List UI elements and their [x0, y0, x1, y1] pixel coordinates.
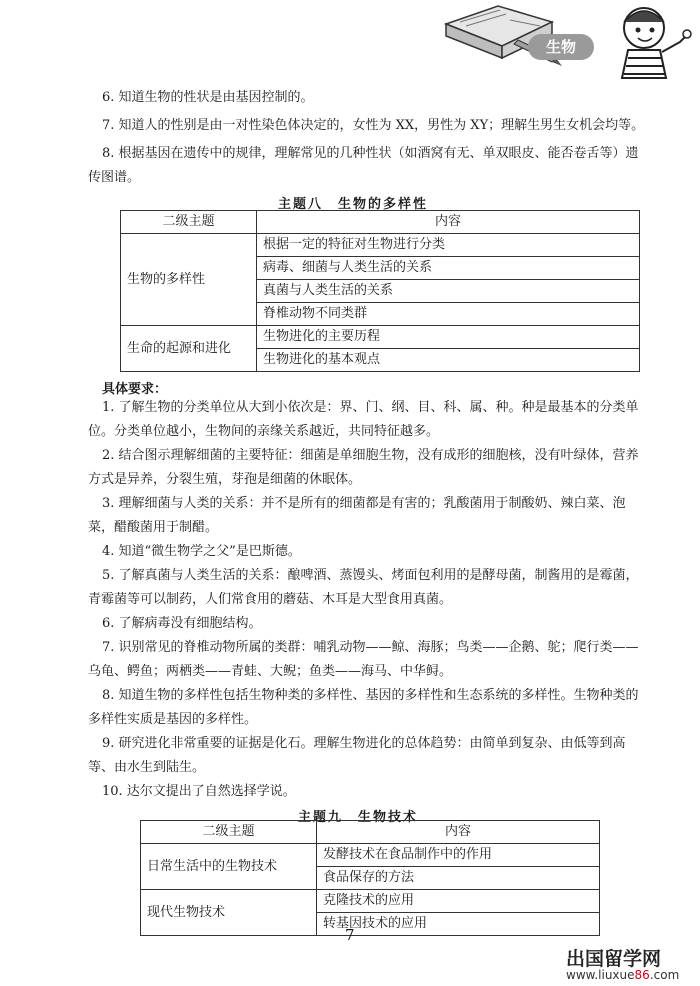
table-row: [121, 326, 640, 349]
table-header-row: [141, 821, 600, 844]
content-cell: 病毒、细菌与人类生活的关系: [257, 257, 640, 280]
requirement-item: 3. 理解细菌与人类的关系：并不是所有的细菌都是有害的；乳酸菌用于制酸奶、辣白菜、泡菜，醋酸菌用于制醋。: [88, 496, 626, 535]
intro-item: 6. 知道生物的性状是由基因控制的。: [102, 90, 314, 105]
requirement-item: 7. 识别常见的脊椎动物所属的类群：哺乳动物——鲸、海豚；鸟类——企鹅、鸵；爬行类——乌龟、鳄鱼；两栖类——青蛙、大鲵；鱼类——海马、中华鲟。: [88, 640, 639, 679]
requirement-item: 5. 了解真菌与人类生活的关系：酿啤酒、蒸馒头、烤面包利用的是酵母菌，制酱用的是霉菌，青霉菌等可以制药，人们常食用的蘑菇、木耳是大型食用真菌。: [88, 568, 639, 607]
requirement-item: 6. 了解病毒没有细胞结构。: [102, 616, 262, 631]
content-cell: 食品保存的方法: [317, 867, 600, 890]
table-header-cell: 内容: [257, 211, 640, 234]
watermark-url-highlight: 86: [634, 968, 650, 982]
content-cell: 脊椎动物不同类群: [257, 303, 640, 326]
cartoon-boy-icon: [622, 8, 691, 78]
table-header-cell: 二级主题: [121, 211, 257, 234]
subject-badge: 生物: [528, 34, 594, 60]
intro-item: 7. 知道人的性别是由一对性染色体决定的，女性为 XX，男性为 XY；理解生男生女机会均等。: [102, 118, 645, 133]
content-cell: 克隆技术的应用: [317, 890, 600, 913]
requirement-item: 1. 了解生物的分类单位从大到小依次是：界、门、纲、目、科、属、种。种是最基本的分类单位。分类单位越小，生物间的亲缘关系越近，共同特征越多。: [88, 400, 639, 439]
table-header-cell: 二级主题: [141, 821, 317, 844]
requirement-item: 4. 知道“微生物学之父”是巴斯德。: [102, 544, 301, 559]
watermark-url-suffix: .com: [649, 968, 680, 982]
table-row: [141, 844, 600, 867]
intro-item: 8. 根据基因在遗传中的规律，理解常见的几种性状（如酒窝有无、单双眼皮、能否卷舌等）遗传图谱。: [88, 146, 639, 185]
table8-title: 主题八 生物的多样性: [278, 197, 429, 212]
content-cell: 发酵技术在食品制作中的作用: [317, 844, 600, 867]
table-header-row: [121, 211, 640, 234]
content-cell: 生物进化的主要历程: [257, 326, 640, 349]
topic9-table: [140, 820, 600, 936]
requirement-item: 2. 结合图示理解细菌的主要特征：细菌是单细胞生物，没有成形的细胞核，没有叶绿体，营养方式是异养，分裂生殖，芽孢是细菌的休眠体。: [88, 448, 639, 487]
table-header-cell: 内容: [317, 821, 600, 844]
content-cell: 根据一定的特征对生物进行分类: [257, 234, 640, 257]
requirement-item: 8. 知道生物的多样性包括生物种类的多样性、基因的多样性和生态系统的多样性。生物种类的多样性实质是基因的多样性。: [88, 688, 639, 727]
watermark-title: 出国留学网: [566, 948, 662, 970]
subtopic-cell: 日常生活中的生物技术: [141, 844, 317, 890]
content-cell: 生物进化的基本观点: [257, 349, 640, 372]
table-row: [141, 890, 600, 913]
subtopic-cell: 生物的多样性: [121, 234, 257, 326]
subtopic-cell: 现代生物技术: [141, 890, 317, 936]
content-cell: 转基因技术的应用: [317, 913, 600, 936]
watermark-url-prefix: www.liuxue: [566, 968, 635, 982]
topic8-table: [120, 210, 640, 372]
requirements-heading: 具体要求：: [102, 382, 168, 397]
table-row: [121, 234, 640, 257]
page-number: 7: [345, 926, 355, 944]
subtopic-cell: 生命的起源和进化: [121, 326, 257, 372]
requirement-item: 10. 达尔文提出了自然选择学说。: [102, 784, 296, 799]
table9-title: 主题九 生物技术: [298, 810, 419, 825]
requirement-item: 9. 研究进化非常重要的证据是化石。理解生物进化的总体趋势：由简单到复杂、由低等到高等、由水生到陆生。: [88, 736, 626, 775]
content-cell: 真菌与人类生活的关系: [257, 280, 640, 303]
watermark-url: [566, 968, 679, 982]
